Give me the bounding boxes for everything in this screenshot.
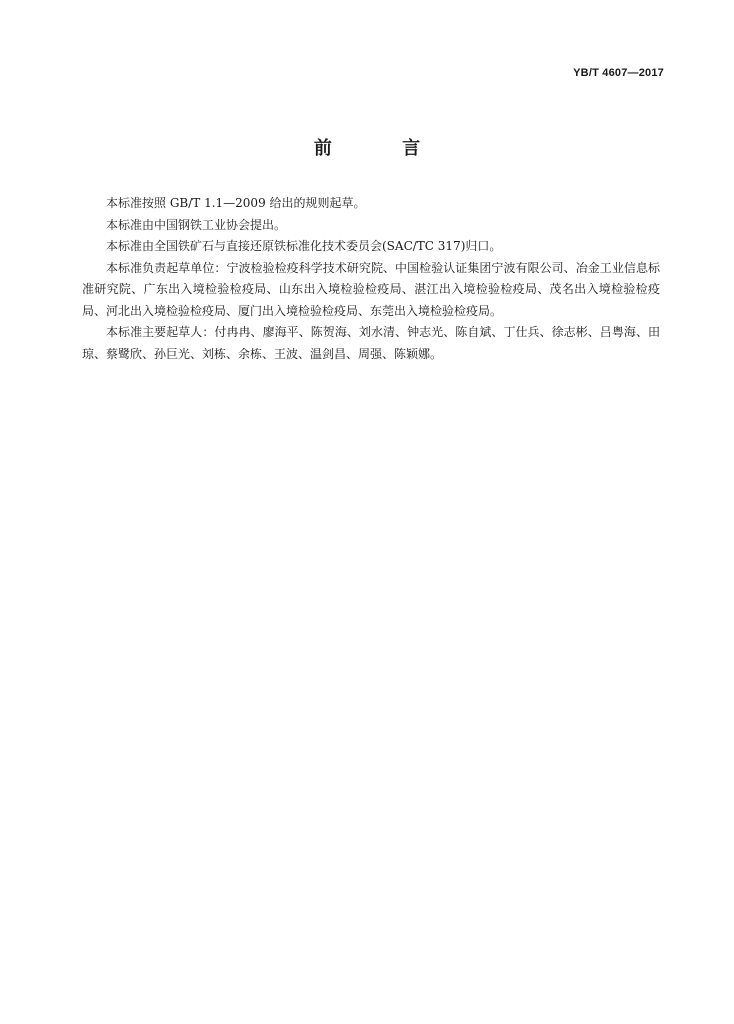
standard-code: YB/T 4607—2017 (573, 67, 664, 79)
foreword-body (82, 193, 660, 365)
paragraph-drafting-units: 本标准负责起草单位：宁波检验检疫科学技术研究院、中国检验认证集团宁波有限公司、冶金工业信息标准研究院、广东出入境检验检疫局、山东出入境检验检疫局、湛江出入境检验检疫局、茂名出入境检验检疫局、河北出入境检验检疫局、厦门出入境检验检疫局、东莞出入境检验检疫局。 (82, 260, 660, 318)
page-title: 前 言 (313, 138, 453, 159)
paragraph-proposer: 本标准由中国钢铁工业协会提出。 (106, 217, 287, 232)
paragraph-drafting-rules: 本标准按照 GB/T 1.1—2009 给出的规则起草。 (106, 196, 366, 210)
paragraph-committee: 本标准由全国铁矿石与直接还原铁标准化技术委员会(SAC/TC 317)归口。 (106, 239, 502, 253)
paragraph-drafters: 本标准主要起草人：付冉冉、廖海平、陈贺海、刘水清、钟志光、陈自斌、丁仕兵、徐志彬、吕粤海、田琼、蔡鹭欣、孙巨光、刘栋、余栋、王波、温剑昌、周强、陈颖娜。 (82, 325, 660, 361)
